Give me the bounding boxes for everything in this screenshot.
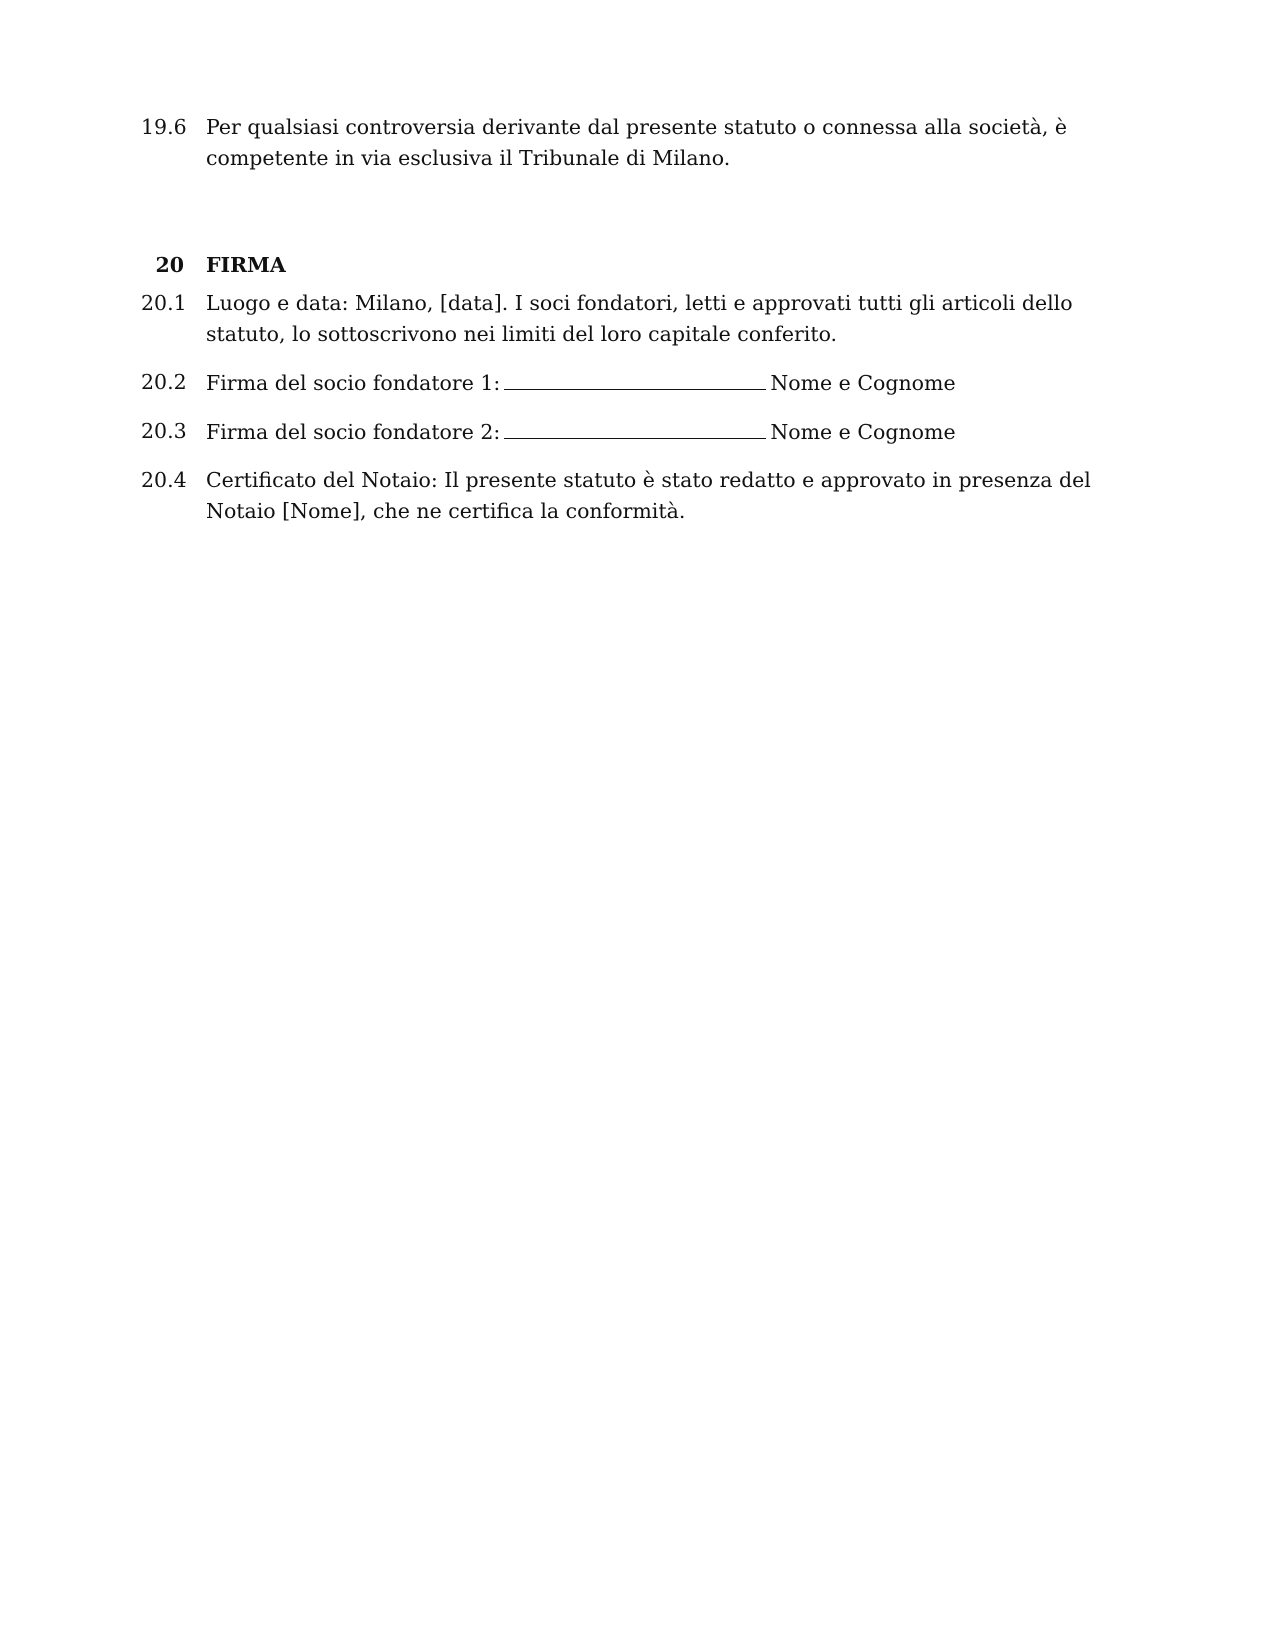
clause-20-4 <box>141 465 1141 527</box>
signature-name: Nome e Cognome <box>770 420 956 444</box>
clause-number: 20.4 <box>141 468 187 492</box>
signature-line <box>504 416 766 439</box>
section-heading-20 <box>141 250 1141 281</box>
clause-text: Certificato del Notaio: Il presente statuto è stato redatto e approvato in presenza del Notaio [Nome], che ne certifica la conformità. <box>206 468 1091 523</box>
clause-text: Luogo e data: Milano, [data]. I soci fondatori, letti e approvati tutti gli articoli dello statuto, lo sottoscrivono nei limiti del loro capitale conferito. <box>206 291 1073 346</box>
clause-20-1 <box>141 288 1141 350</box>
signature-row <box>206 416 1141 448</box>
clause-number: 20.3 <box>141 419 187 443</box>
clause-20-3 <box>141 416 1141 448</box>
signature-name: Nome e Cognome <box>770 371 956 395</box>
clause-text: Per qualsiasi controversia derivante dal presente statuto o connessa alla società, è competente in via esclusiva il Tribunale di Milano. <box>206 115 1068 170</box>
signature-row <box>206 367 1141 399</box>
clause-number: 19.6 <box>141 115 187 139</box>
clause-20-2 <box>141 367 1141 399</box>
clause-number: 20.1 <box>141 291 187 315</box>
section-number: 20 <box>155 253 184 277</box>
section-title: FIRMA <box>206 253 286 277</box>
clause-number: 20.2 <box>141 370 187 394</box>
signature-line <box>504 367 766 390</box>
signature-label: Firma del socio fondatore 2: <box>206 420 501 444</box>
signature-label: Firma del socio fondatore 1: <box>206 371 501 395</box>
clause-19-6 <box>141 112 1141 174</box>
